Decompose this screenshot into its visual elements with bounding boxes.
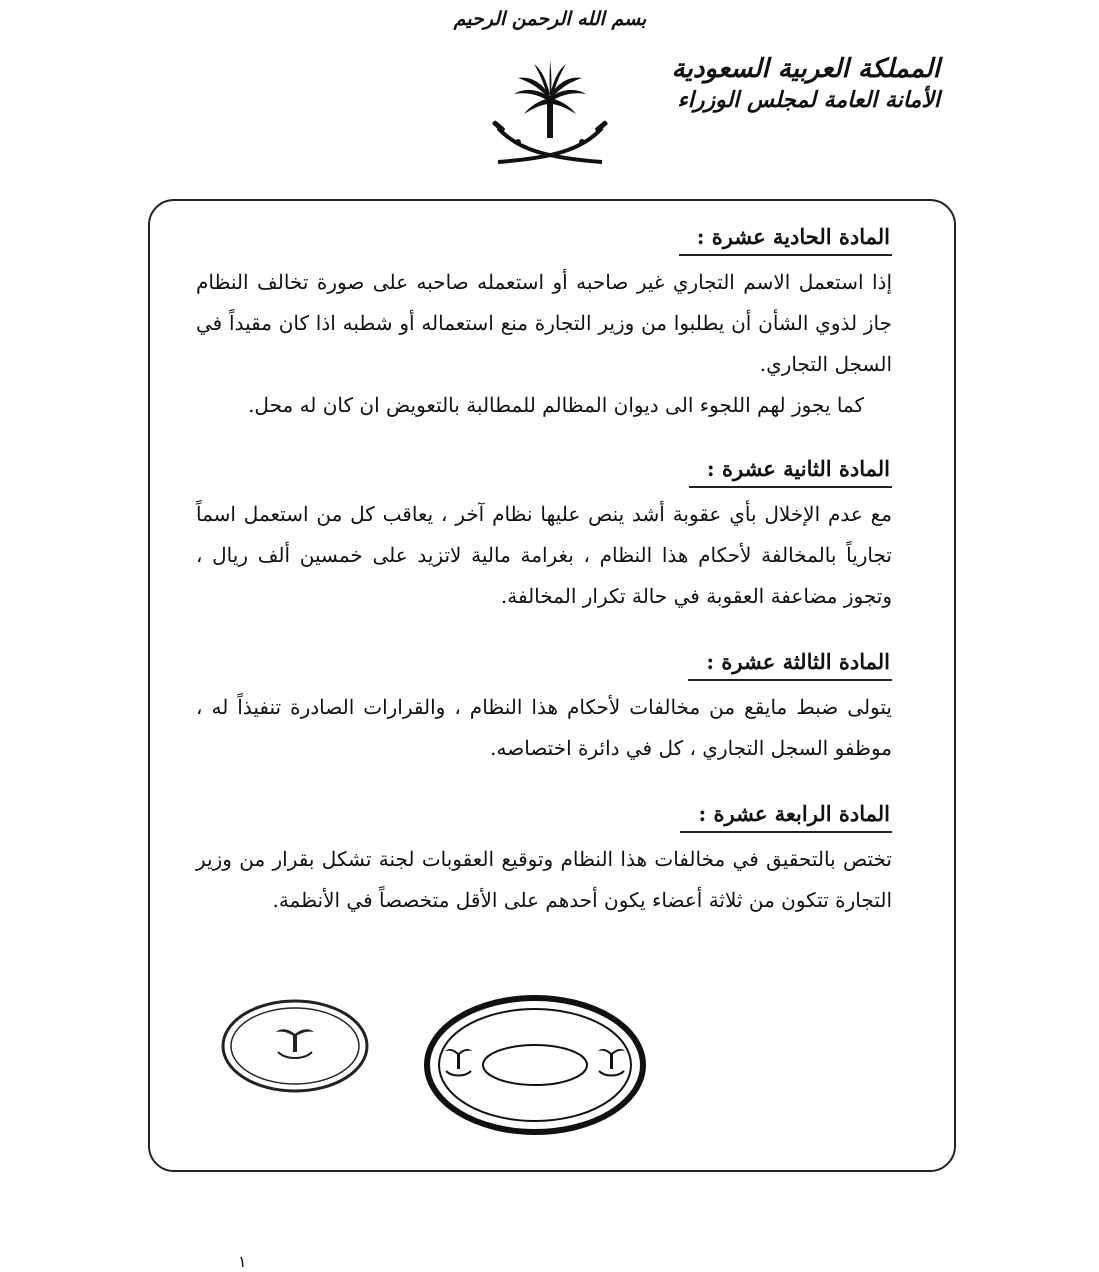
article-paragraph: مع عدم الإخلال بأي عقوبة أشد ينص عليها نظام آخر ، يعاقب كل من استعمل اسماً تجارياً بالمخالفة لأحكام هذا النظام ، بغرامة مالية لاتزيد على خمسين ألف ريال ، وتجوز مضاعفة العقوبة في حالة تكرار المخالفة. <box>196 502 892 608</box>
article-title: المادة الحادية عشرة : <box>679 222 892 256</box>
organization-header <box>671 52 940 116</box>
article-paragraph: إذا استعمل الاسم التجاري غير صاحبه أو استعمله صاحبه على صورة تخالف النظام جاز لذوي الشأن أن يطلبوا من وزير التجارة منع استعماله أو شطبه اذا كان مقيداً في السجل التجاري. <box>196 270 892 376</box>
saudi-emblem-icon <box>488 58 612 176</box>
basmala-heading: بسم الله الرحمن الرحيم <box>453 8 647 30</box>
page-number: ١ <box>238 1252 247 1271</box>
article-14 <box>196 799 892 921</box>
article-11 <box>196 222 892 426</box>
articles-body <box>196 212 892 921</box>
article-12 <box>196 454 892 617</box>
secretariat-seal-stamp <box>220 998 370 1094</box>
org-department: الأمانة العامة لمجلس الوزراء <box>677 88 940 113</box>
org-name: المملكة العربية السعودية <box>671 54 940 84</box>
article-paragraph: يتولى ضبط مايقع من مخالفات لأحكام هذا النظام ، والقرارات الصادرة تنفيذاً له ، موظفو السجل التجاري ، كل في دائرة اختصاصه. <box>196 695 892 760</box>
article-13 <box>196 647 892 769</box>
article-title: المادة الثالثة عشرة : <box>688 647 892 681</box>
article-title: المادة الرابعة عشرة : <box>680 799 892 833</box>
article-paragraph: كما يجوز لهم اللجوء الى ديوان المظالم للمطالبة بالتعويض ان كان له محل. <box>248 393 864 417</box>
article-title: المادة الثانية عشرة : <box>689 454 892 488</box>
article-paragraph: تختص بالتحقيق في مخالفات هذا النظام وتوقيع العقوبات لجنة تشكل بقرار من وزير التجارة تتكون من ثلاثة أعضاء يكون أحدهم على الأقل متخصصاً في الأنظمة. <box>196 847 892 912</box>
true-copy-seal-stamp <box>424 995 646 1135</box>
